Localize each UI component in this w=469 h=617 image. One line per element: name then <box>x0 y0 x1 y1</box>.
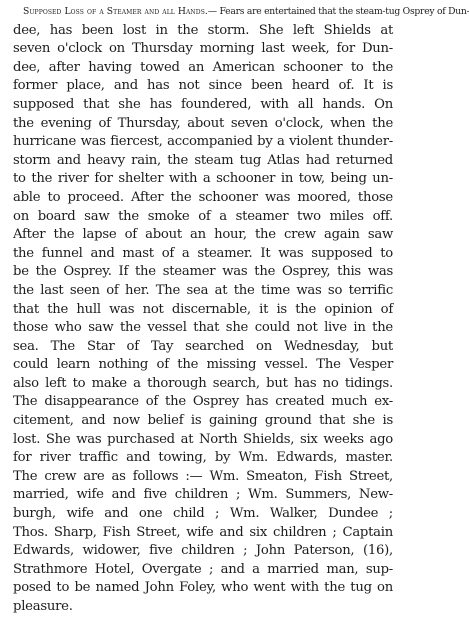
newspaper-article <box>13 3 469 617</box>
article-line-22: The disappearance of the Osprey has created much ex- <box>13 394 393 410</box>
article-line-15: be the Osprey. If the steamer was the Osprey, this was <box>13 264 393 280</box>
article-line-24: lost. She was purchased at North Shields, six weeks ago <box>13 431 393 447</box>
article-line-14: the funnel and mast of a steamer. It was supposed to <box>13 245 393 261</box>
article-line-27: married, wife and five children ; Wm. Summers, New- <box>13 487 393 503</box>
article-line-13: After the lapse of about an hour, the crew again saw <box>13 227 393 243</box>
article-line-30: Edwards, widower, five children ; John Paterson, (16), <box>13 543 393 559</box>
article-line-1 <box>13 3 469 22</box>
article-line-33: pleasure. <box>13 599 73 614</box>
article-line-25: for river traffic and towing, by Wm. Edwards, master. <box>13 450 393 466</box>
article-line-19: sea. The Star of Tay searched on Wednesday, but <box>13 338 393 354</box>
article-line-23: citement, and now belief is gaining ground that she is <box>13 413 393 429</box>
article-line-12: on board saw the smoke of a steamer two miles off. <box>13 208 393 224</box>
article-line-20: could learn nothing of the missing vessel. The Vesper <box>13 357 393 373</box>
article-line-10: to the river for shelter with a schooner in tow, being un- <box>13 171 393 187</box>
article-line-7: the evening of Thursday, about seven o'clock, when the <box>13 115 393 131</box>
article-line-26: The crew are as follows :— Wm. Smeaton, Fish Street, <box>13 468 393 484</box>
article-line-11: able to proceed. After the schooner was moored, those <box>13 189 393 205</box>
article-heading: Supposed Loss of a Steamer and all Hands. <box>23 6 208 17</box>
article-line-8: hurricane was fiercest, accompanied by a violent thunder- <box>13 134 393 150</box>
article-line-32: posed to be named John Foley, who went with the tug on <box>13 580 393 596</box>
article-line-2: dee, has been lost in the storm. She left Shields at <box>13 22 393 38</box>
article-line-16: the last seen of her. The sea at the time was so terrific <box>13 282 393 298</box>
article-line-3: seven o'clock on Thursday morning last week, for Dun- <box>13 41 393 57</box>
article-line-21: also left to make a thorough search, but has no tidings. <box>13 375 393 391</box>
article-line-9: storm and heavy rain, the steam tug Atlas had returned <box>13 152 393 168</box>
article-line-4: dee, after having towed an American schooner to the <box>13 59 393 75</box>
article-line-1-text: — Fears are entertained that the steam-tug Osprey of Dun- <box>207 6 469 17</box>
article-line-18: those who saw the vessel that she could not live in the <box>13 320 393 336</box>
article-line-17: that the hull was not discernable, it is the opinion of <box>13 301 393 317</box>
article-line-5: former place, and has not since been heard of. It is <box>13 78 393 94</box>
article-line-31: Strathmore Hotel, Overgate ; and a married man, sup- <box>13 561 393 577</box>
article-line-28: burgh, wife and one child ; Wm. Walker, Dundee ; <box>13 506 393 522</box>
article-line-29: Thos. Sharp, Fish Street, wife and six children ; Captain <box>13 524 393 540</box>
article-line-6: supposed that she has foundered, with all hands. On <box>13 96 393 112</box>
